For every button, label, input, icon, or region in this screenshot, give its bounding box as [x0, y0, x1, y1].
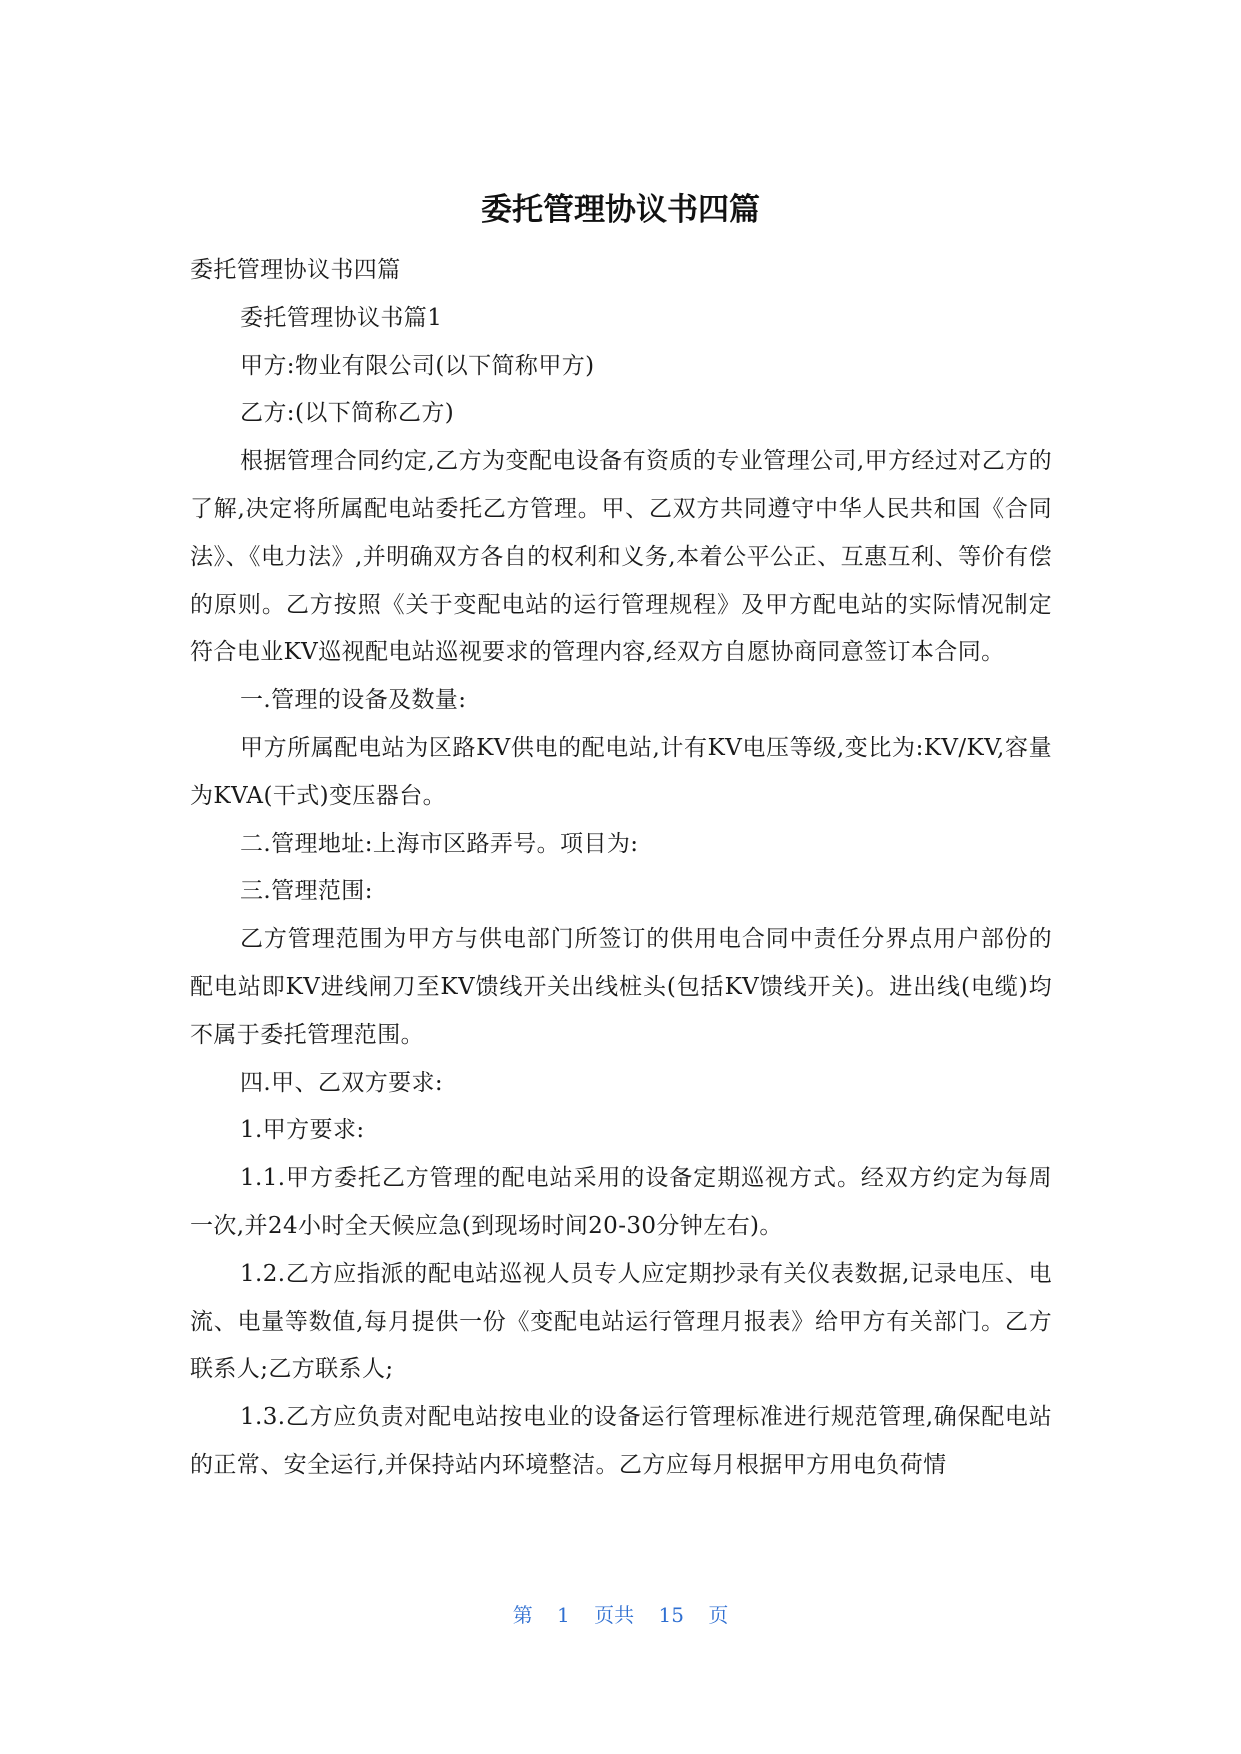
paragraph: 甲方:物业有限公司(以下简称甲方) [240, 352, 595, 379]
footer-total-pages: 15 [658, 1603, 684, 1627]
footer-label-end: 页 [708, 1603, 729, 1627]
paragraph: 委托管理协议书篇1 [240, 304, 443, 331]
paragraph: 三.管理范围: [240, 878, 373, 905]
document-body [190, 247, 1052, 1490]
document-subtitle: 委托管理协议书四篇 [190, 257, 401, 283]
paragraph: 根据管理合同约定,乙方为变配电设备有资质的专业管理公司,甲方经过对乙方的了解,决定将所属配电站委托乙方管理。甲、乙双方共同遵守中华人民共和国《合同法》、《电力法》,并明确双方各自的权利和义务,本着公平公正、互惠互利、等价有偿的原则。乙方按照《关于变配电站的运行管理规程》及甲方配电站的实际情况制定符合电业KV巡视配电站巡视要求的管理内容,经双方自愿协商同意签订本合同。 [190, 448, 1052, 666]
paragraph: 甲方所属配电站为区路KV供电的配电站,计有KV电压等级,变比为:KV/KV,容量为KVA(干式)变压器台。 [190, 734, 1052, 809]
paragraph: 1.3.乙方应负责对配电站按电业的设备运行管理标准进行规范管理,确保配电站的正常、安全运行,并保持站内环境整洁。乙方应每月根据甲方用电负荷情 [190, 1404, 1052, 1478]
paragraph: 1.甲方要求: [240, 1117, 365, 1144]
paragraph: 1.2.乙方应指派的配电站巡视人员专人应定期抄录有关仪表数据,记录电压、电流、电量等数值,每月提供一份《变配电站运行管理月报表》给甲方有关部门。乙方联系人;乙方联系人; [190, 1260, 1052, 1383]
footer-label-of: 页共 [594, 1603, 635, 1627]
document-title: 委托管理协议书四篇 [481, 192, 760, 228]
paragraph: 乙方:(以下简称乙方) [240, 400, 455, 427]
paragraph: 二.管理地址:上海市区路弄号。项目为: [240, 830, 639, 857]
paragraph: 乙方管理范围为甲方与供电部门所签订的供用电合同中责任分界点用户部份的配电站即KV进线闸刀至KV馈线开关出线桩头(包括KV馈线开关)。进出线(电缆)均不属于委托管理范围。 [190, 926, 1052, 1048]
footer-label-page: 第 [512, 1603, 533, 1627]
footer-current-page: 1 [557, 1603, 570, 1627]
paragraph: 1.1.甲方委托乙方管理的配电站采用的设备定期巡视方式。经双方约定为每周一次,并24小时全天候应急(到现场时间20-30分钟左右)。 [190, 1165, 1052, 1239]
page-footer [0, 1600, 1241, 1630]
paragraph: 一.管理的设备及数量: [240, 687, 467, 714]
paragraph: 四.甲、乙双方要求: [240, 1069, 444, 1096]
